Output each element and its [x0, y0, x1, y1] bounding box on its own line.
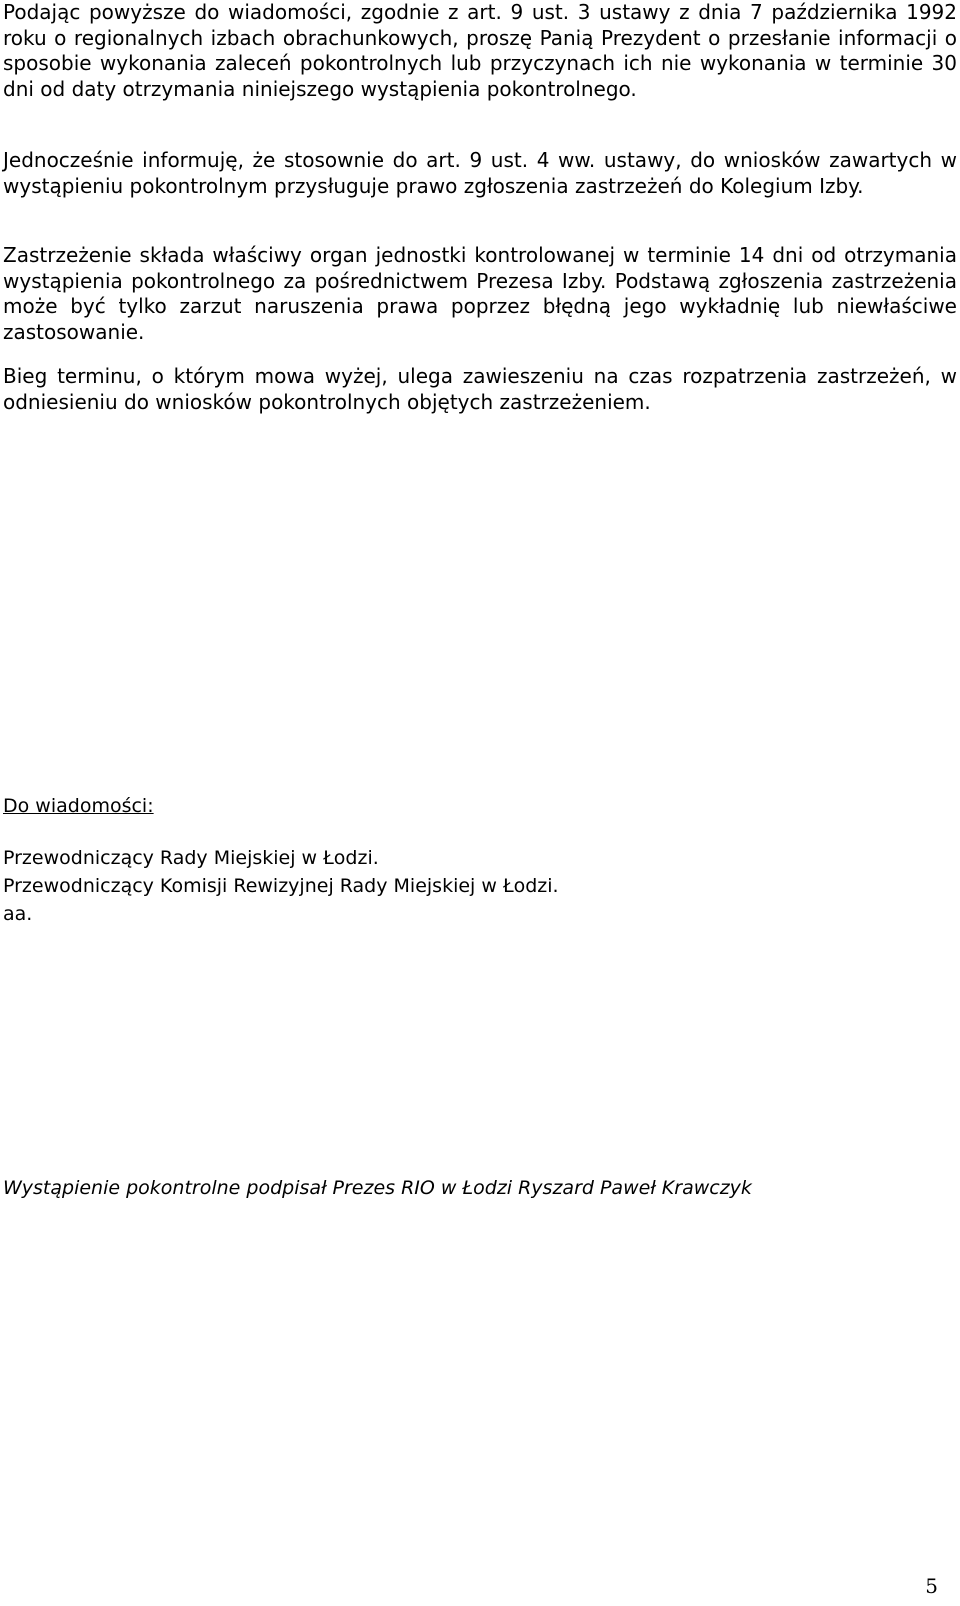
paragraph-objection-procedure: Zastrzeżenie składa właściwy organ jednostki kontrolowanej w terminie 14 dni od otrzymania wystąpienia pokontrolnego za pośrednictwem Prezesa Izby. Podstawą zgłoszenia zastrzeżenia może być tylko zarzut naruszenia prawa poprzez błędną jego wykładnię lub niewłaściwe zastosowanie.: [3, 243, 957, 344]
paragraph-recommendations: Podając powyższe do wiadomości, zgodnie z art. 9 ust. 3 ustawy z dnia 7 października 1992 roku o regionalnych izbach obrachunkowych, proszę Panią Prezydent o przesłanie informacji o sposobie wykonania zaleceń pokontrolnych lub przyczynach ich nie wykonania w terminie 30 dni od daty otrzymania niniejszego wystąpienia pokontrolnego.: [3, 0, 957, 101]
distribution-heading: Do wiadomości:: [3, 795, 154, 817]
distribution-item: Przewodniczący Rady Miejskiej w Łodzi.: [3, 847, 379, 869]
distribution-item: aa.: [3, 903, 33, 925]
page-number: 5: [925, 1574, 938, 1598]
signature-note: Wystąpienie pokontrolne podpisał Prezes RIO w Łodzi Ryszard Paweł Krawczyk: [3, 1177, 752, 1199]
distribution-item: Przewodniczący Komisji Rewizyjnej Rady Miejskiej w Łodzi.: [3, 875, 559, 897]
paragraph-deadline-suspension: Bieg terminu, o którym mowa wyżej, ulega zawieszeniu na czas rozpatrzenia zastrzeżeń, w odniesieniu do wniosków pokontrolnych objętych zastrzeżeniem.: [3, 364, 957, 414]
paragraph-objection-right: Jednocześnie informuję, że stosownie do art. 9 ust. 4 ww. ustawy, do wniosków zawartych w wystąpieniu pokontrolnym przysługuje prawo zgłoszenia zastrzeżeń do Kolegium Izby.: [3, 148, 957, 198]
